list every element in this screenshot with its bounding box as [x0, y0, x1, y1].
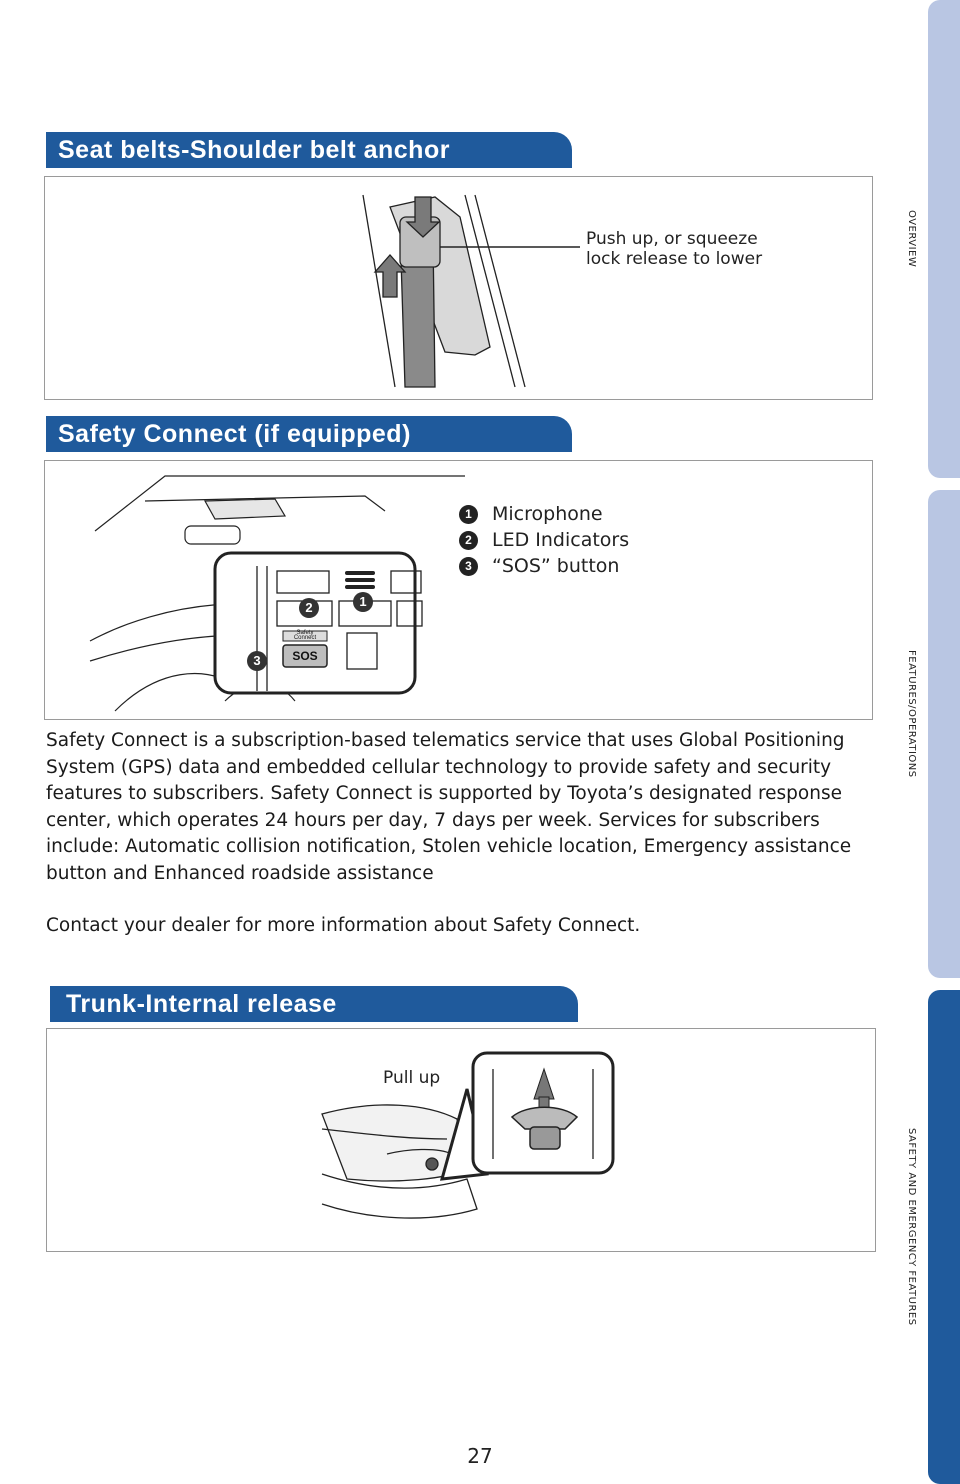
side-tab-features[interactable] [928, 490, 960, 978]
page-number: 27 [467, 1444, 493, 1468]
legend-badge: 2 [459, 531, 478, 550]
trunk-illustration [47, 1029, 876, 1252]
diagram-panel-label-line1: Safety [296, 630, 314, 636]
legend-item-sos [459, 555, 619, 577]
seat-belt-callout-line2: lock release to lower [586, 249, 763, 269]
side-tab-overview[interactable] [928, 0, 960, 478]
legend-item-led [459, 529, 629, 551]
seat-belt-callout-line1: Push up, or squeeze [586, 229, 758, 249]
legend-badge: 3 [459, 557, 478, 576]
diagram-badge-3: 3 [253, 653, 261, 668]
diagram-badge-1: 1 [359, 594, 367, 609]
trunk-callout: Pull up [383, 1068, 441, 1088]
figure-safety-connect [44, 460, 873, 720]
paragraph: Contact your dealer for more information about Safety Connect. [46, 915, 641, 936]
figure-seat-belt-anchor [44, 176, 873, 400]
section-title-trunk: Trunk-Internal release [50, 986, 578, 1022]
section-title-seat-belts: Seat belts-Shoulder belt anchor [46, 132, 572, 168]
figure-trunk-release [46, 1028, 876, 1252]
safety-connect-description [46, 728, 876, 940]
diagram-sos-button: SOS [292, 649, 318, 663]
section-title-safety-connect: Safety Connect (if equipped) [46, 416, 572, 452]
paragraph: Safety Connect is a subscription-based telematics service that uses Global Positioning System (GPS) data and embedded cellular technology to provide safety and security features to subscribers. Safety Connect is supported by Toyota’s designated response center, which operates 24 hours per day, 7 days per week. Services for subscribers include: Automatic collision notification, Stolen vehicle location, Emergency assistance button and Enhanced roadside assistance [46, 730, 852, 884]
legend-label: LED Indicators [492, 529, 630, 551]
seat-belt-callout [586, 229, 762, 269]
legend-item-microphone [459, 503, 603, 525]
side-tab-safety[interactable] [928, 990, 960, 1484]
safety-connect-illustration [45, 461, 873, 720]
side-label-features: FEATURES/OPERATIONS [906, 650, 917, 778]
legend-label: “SOS” button [492, 555, 620, 577]
side-label-overview: OVERVIEW [906, 210, 917, 268]
diagram-panel-label [283, 631, 327, 641]
side-label-safety: SAFETY AND EMERGENCY FEATURES [906, 1128, 917, 1326]
diagram-badge-2: 2 [305, 600, 313, 615]
seat-belt-illustration [45, 177, 873, 400]
legend-badge: 1 [459, 505, 478, 524]
diagram-panel-label-line2: Connect [293, 635, 317, 641]
legend-label: Microphone [492, 503, 603, 525]
